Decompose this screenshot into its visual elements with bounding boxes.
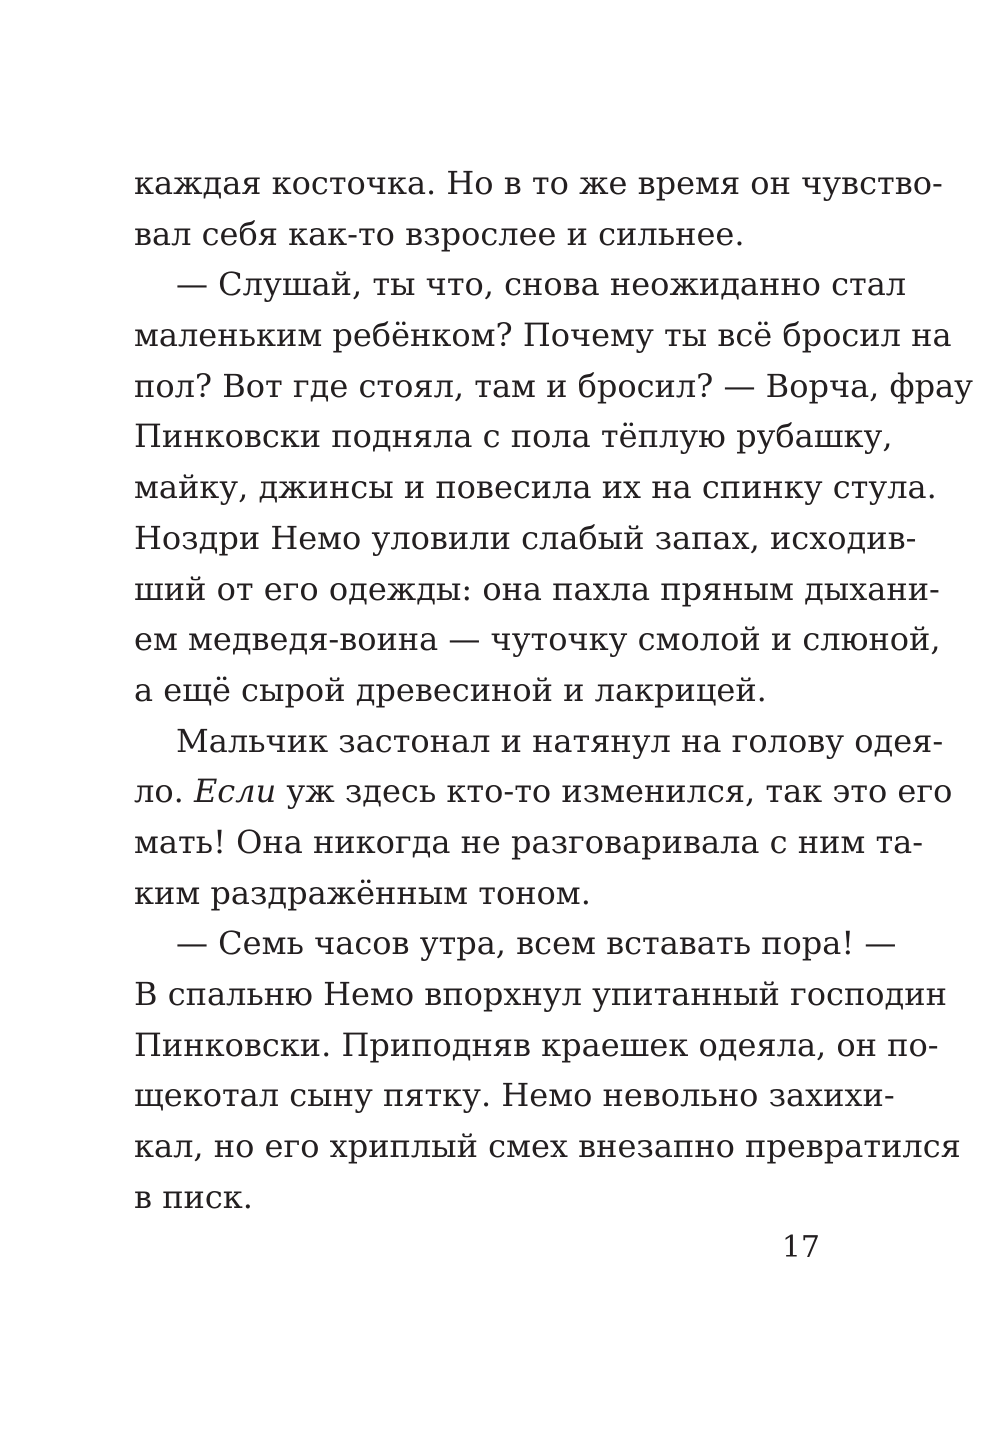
text-line: — Семь часов утра, всем вставать пора! — <box>176 924 897 963</box>
text-line: ший от его одежды: она пахла пряным дыхани- <box>134 569 940 608</box>
text-line: мать! Она никогда не разговаривала с ним та- <box>134 822 924 861</box>
text-line: Мальчик застонал и натянул на голову одея- <box>176 721 944 760</box>
text-line: вал себя как-то взрослее и сильнее. <box>134 214 745 253</box>
text-line: каждая косточка. Но в то же время он чувство- <box>134 164 943 202</box>
text-line: пол? Вот где стоял, там и бросил? — Ворча, фрау <box>134 366 973 405</box>
text-line: щекотал сыну пятку. Немо невольно захихи- <box>134 1076 895 1115</box>
page-number: 17 <box>781 1230 820 1265</box>
text-line: В спальню Немо впорхнул упитанный господин <box>134 975 947 1013</box>
text-line: маленьким ребёнком? Почему ты всё бросил на <box>134 316 952 355</box>
text-line: ким раздражённым тоном. <box>134 873 591 912</box>
text-line: Ноздри Немо уловили слабый запах, исходив- <box>134 518 917 557</box>
text-line: а ещё сырой древесиной и лакрицей. <box>134 670 767 709</box>
text-line: — Слушай, ты что, снова неожиданно стал <box>176 265 907 304</box>
italic-word: Если <box>193 772 277 811</box>
text-line: майку, джинсы и повесила их на спинку стула. <box>134 468 937 507</box>
text-line: Пинковски подняла с пола тёплую рубашку, <box>134 417 893 456</box>
text-line: Пинковски. Приподняв краешек одеяла, он по- <box>134 1025 939 1064</box>
text-line: кал, но его хриплый смех внезапно превратился <box>134 1127 961 1166</box>
text-line <box>134 766 953 817</box>
text-line: ем медведя-воина — чуточку смолой и слюной, <box>134 620 941 659</box>
text-line-start: ло. <box>134 772 194 811</box>
text-line: в писк. <box>134 1177 253 1216</box>
text-line-end: уж здесь кто-то изменился, так это его <box>276 772 953 811</box>
body-text <box>134 158 973 1222</box>
